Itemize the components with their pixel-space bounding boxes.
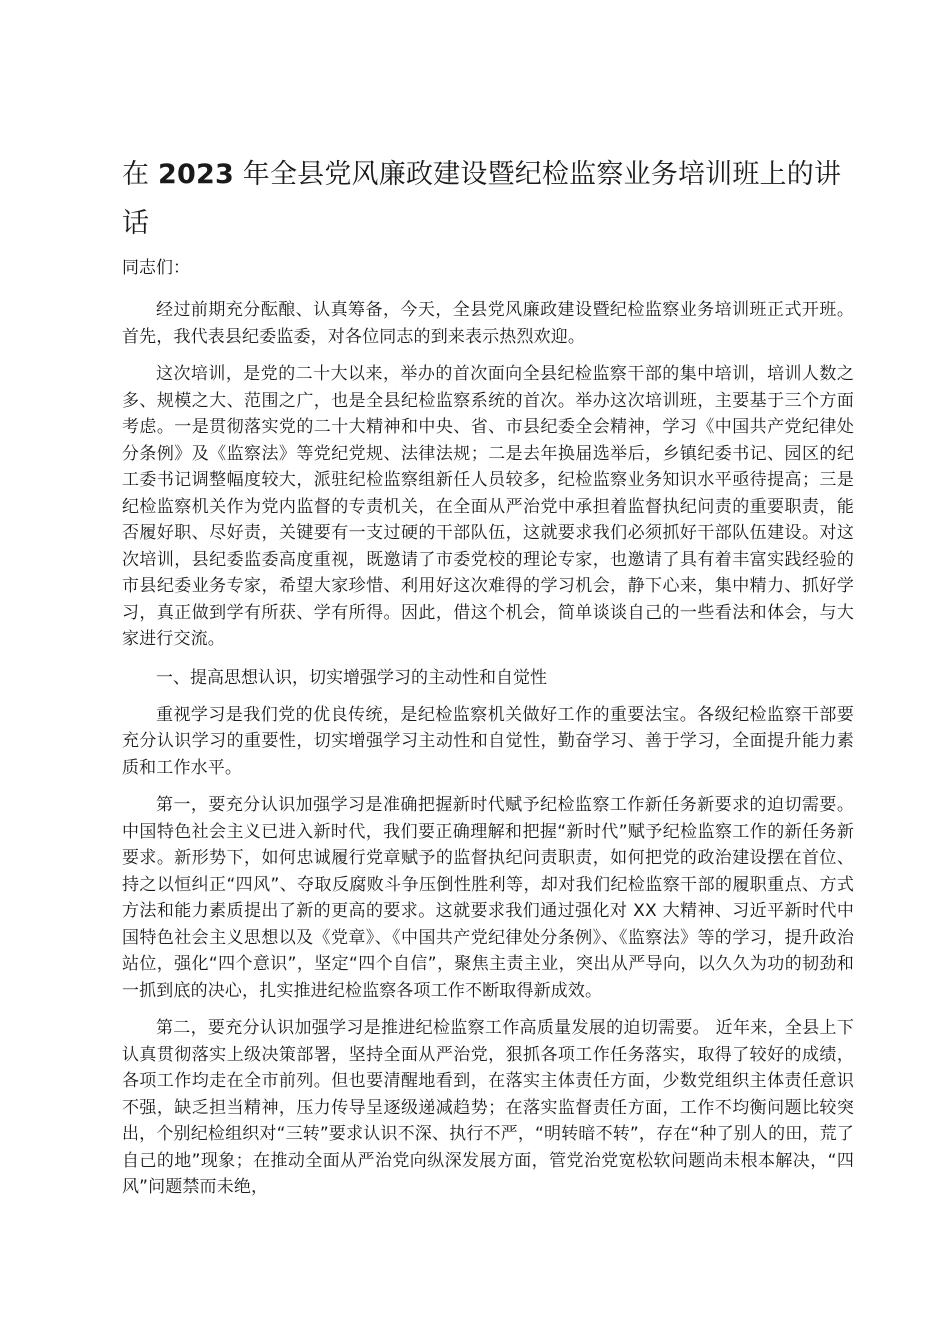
- section-heading-1: 一、提高思想认识，切实增强学习的主动性和自觉性: [156, 667, 547, 688]
- paragraph-point-second: 第二，要充分认识加强学习是推进纪检监察工作高质量发展的迫切需要。 近年来，全县上下认真贯彻落实上级决策部署，坚持全面从严治党，狠抓各项工作任务落实，取得了较好的成绩，各项工作均走在全市前列。但也要清醒地看到，在落实主体责任方面，少数党组织主体责任意识不强，缺乏担当精神，压力传导呈逐级递减趋势；在落实监督责任方面，工作不均衡问题比较突出，个别纪检组织对“三转”要求认识不深、执行不严，“明转暗不转”，存在“种了别人的田，荒了自己的地”现象；在推动全面从严治党向纵深发展方面，管党治党宽松软问题尚未根本解决，“四风”问题禁而未绝，: [122, 1018, 854, 1197]
- title-suffix: 年全县党风廉政建设暨纪检监察业务培训班上的讲话: [122, 159, 842, 239]
- paragraph-opening: 经过前期充分酝酿、认真筹备，今天，全县党风廉政建设暨纪检监察业务培训班正式开班。首先，我代表县纪委监委，对各位同志的到来表示热烈欢迎。: [122, 300, 854, 347]
- paragraph-point-first: 第一，要充分认识加强学习是准确把握新时代赋予纪检监察工作新任务新要求的迫切需要。中国特色社会主义已进入新时代，我们要正确理解和把握“新时代”赋予纪检监察工作的新任务新要求。新形势下，如何忠诚履行党章赋予的监督执纪问责职责，如何把党的政治建设摆在首位、持之以恒纠正“四风”、夺取反腐败斗争压倒性胜利等，却对我们纪检监察干部的履职重点、方式方法和能力素质提出了新的更高的要求。这就要求我们通过强化对 XX 大精神、习近平新时代中国特色社会主义思想以及《党章》、《中国共产党纪律处分条例》、《监察法》等的学习，提升政治站位，强化“四个意识”，坚定“四个自信”，聚焦主责主业，突出从严导向，以久久为功的韧劲和一抓到底的决心，扎实推进纪检监察各项工作不断取得新成效。: [122, 795, 854, 1001]
- paragraph-training-background: 这次培训，是党的二十大以来，举办的首次面向全县纪检监察干部的集中培训，培训人数之多、规模之大、范围之广，也是全县纪检监察系统的首次。举办这次培训班，主要基于三个方面考虑。一是贯彻落实党的二十大精神和中央、省、市县纪委全会精神，学习《中国共产党纪律处分条例》及《监察法》等党纪党规、法律法规；二是去年换届选举后，乡镇纪委书记、园区的纪工委书记调整幅度较大，派驻纪检监察组新任人员较多，纪检监察业务知识水平亟待提高；三是纪检监察机关作为党内监督的专责机关，在全面从严治党中承担着监督执纪问责的重要职责，能否履好职、尽好责，关键要有一支过硬的干部队伍，这就要求我们必须抓好干部队伍建设。对这次培训，县纪委监委高度重视，既邀请了市委党校的理论专家，也邀请了具有着丰富实践经验的市县纪委业务专家，希望大家珍惜、利用好这次难得的学习机会，静下心来，集中精力、抓好学习，真正做到学有所获、学有所得。因此，借这个机会，简单谈谈自己的一些看法和体会，与大家进行交流。: [122, 364, 854, 649]
- salutation: 同志们：: [122, 258, 190, 278]
- title-prefix: 在: [122, 159, 150, 190]
- paragraph-learning-importance: 重视学习是我们党的优良传统，是纪检监察机关做好工作的重要法宝。各级纪检监察干部要充分认识学习的重要性，切实增强学习主动性和自觉性，勤奋学习、善于学习，全面提升能力素质和工作水平。: [122, 704, 854, 778]
- document-title: [122, 150, 854, 248]
- title-year: 2023: [158, 159, 234, 190]
